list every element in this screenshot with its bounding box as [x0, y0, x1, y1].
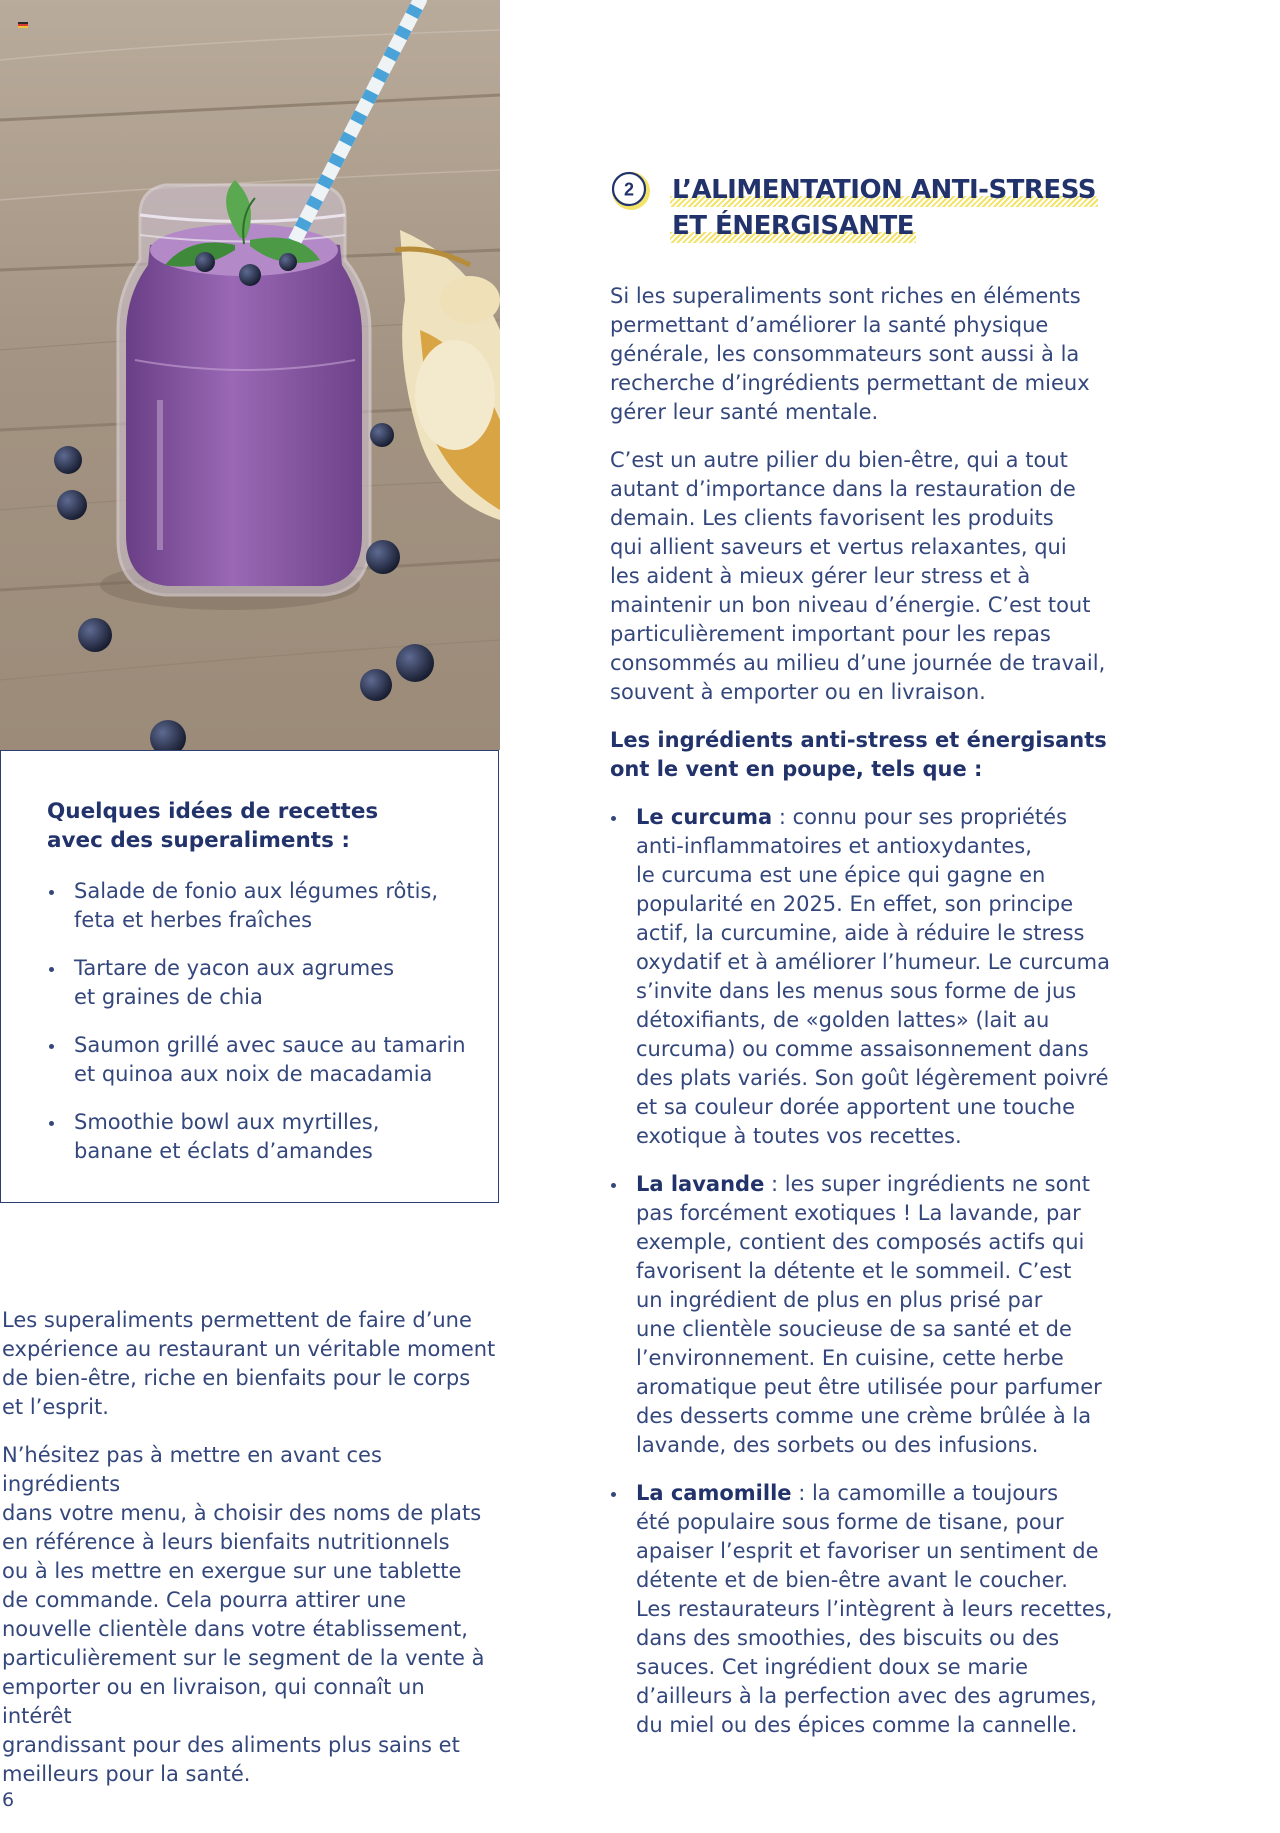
paragraph: Les superaliments permettent de faire d’une expérience au restaurant un véritable moment de bien-être, riche en bienfaits pour le corps et l’esprit.	[2, 1308, 496, 1419]
paragraph: Si les superaliments sont riches en éléments permettant d’améliorer la santé physique générale, les consommateurs sont aussi à la recherche d’ingrédients permettant de mieux gérer leur santé mentale.	[610, 284, 1090, 424]
list-item	[610, 1479, 1130, 1740]
section-number-badge	[610, 170, 650, 210]
section-number: 2	[623, 179, 635, 200]
section-title-line-2: ET ÉNERGISANTE	[670, 208, 916, 244]
ingredient-description: : les super ingrédients ne sont pas forcément exotiques ! La lavande, par exemple, contient des composés actifs qui favorisent la détente et le sommeil. C’est un ingrédient de plus en plus prisé par une clientèle soucieuse de sa santé et de l’environnement. En cuisine, cette herbe aromatique peut être utilisée pour parfumer des desserts comme une crème brûlée à la lavande, des sorbets ou des infusions.	[636, 1172, 1102, 1457]
page-number: 6	[2, 1789, 15, 1811]
list-item	[610, 803, 1130, 1151]
recipe-list	[47, 877, 468, 1166]
section-title-line-1: L’ALIMENTATION ANTI-STRESS	[670, 172, 1098, 208]
list-item: Saumon grillé avec sauce au tamarin et quinoa aux noix de macadamia	[47, 1031, 468, 1089]
recipe-ideas-box	[0, 750, 499, 1203]
list-item: Salade de fonio aux légumes rôtis, feta et herbes fraîches	[47, 877, 468, 935]
ingredient-name: La camomille	[636, 1481, 792, 1505]
ingredients-list	[610, 803, 1130, 1740]
recipe-box-title: Quelques idées de recettes avec des superaliments :	[47, 799, 379, 853]
right-column-text	[610, 282, 1130, 1759]
left-column-text	[2, 1306, 500, 1808]
paragraph: N’hésitez pas à mettre en avant ces ingrédients dans votre menu, à choisir des noms de plats en référence à leurs bienfaits nutritionnels ou à les mettre en exergue sur une tablette de commande. Cela pourra attirer une nouvelle clientèle dans votre établissement, particulièrement sur le segment de la vente à emporter ou en livraison, qui connaît un intérêt grandissant pour des aliments plus sains et meilleurs pour la santé.	[2, 1443, 485, 1786]
ingredient-description: : la camomille a toujours été populaire sous forme de tisane, pour apaiser l’esprit et favoriser un sentiment de détente et de bien-être avant le coucher. Les restaurateurs l’intègrent à leurs recettes, dans des smoothies, des biscuits ou des sauces. Cet ingrédient doux se marie d’ailleurs à la perfection avec des agrumes, du miel ou des épices comme la cannelle.	[636, 1481, 1113, 1737]
ingredients-lead: Les ingrédients anti-stress et énergisants ont le vent en poupe, tels que :	[610, 728, 1107, 781]
ingredient-name: La lavande	[636, 1172, 765, 1196]
list-item: Tartare de yacon aux agrumes et graines de chia	[47, 954, 468, 1012]
smoothie-photo	[0, 0, 500, 750]
ingredient-description: : connu pour ses propriétés anti-inflammatoires et antioxydantes, le curcuma est une épice qui gagne en popularité en 2025. En effet, son principe actif, la curcumine, aide à réduire le stress oxydatif et à améliorer l’humeur. Le curcuma s’invite dans les menus sous forme de jus détoxifiants, de «golden lattes» (lait au curcuma) ou comme assaisonnement dans des plats variés. Son goût légèrement poivré et sa couleur dorée apportent une touche exotique à toutes vos recettes.	[636, 805, 1110, 1148]
corner-flag-mark	[18, 22, 28, 28]
list-item	[610, 1170, 1130, 1460]
section-title	[670, 172, 1098, 244]
paragraph: C’est un autre pilier du bien-être, qui a tout autant d’importance dans la restauration de demain. Les clients favorisent les produits qui allient saveurs et vertus relaxantes, qui les aident à mieux gérer leur stress et à maintenir un bon niveau d’énergie. C’est tout particulièrement important pour les repas consommés au milieu d’une journée de travail, souvent à emporter ou en livraison.	[610, 448, 1106, 704]
list-item: Smoothie bowl aux myrtilles, banane et éclats d’amandes	[47, 1108, 468, 1166]
ingredient-name: Le curcuma	[636, 805, 773, 829]
